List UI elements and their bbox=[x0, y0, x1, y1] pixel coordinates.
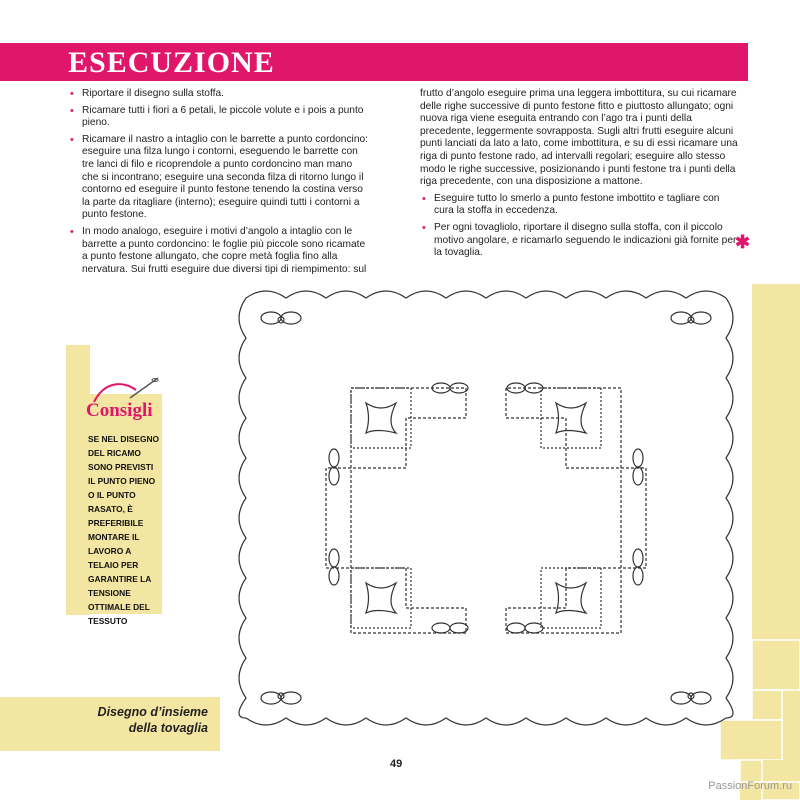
page-title: ESECUZIONE bbox=[68, 46, 275, 79]
list-item: • Per ogni tovagliolo, riportare il disegno sulla stoffa, con il piccolo motivo angolare, e ricamarlo seguendo le indicazioni già fornite per la tovaglia. bbox=[420, 222, 738, 260]
consigli-text: SE NEL DISEGNO DEL RICAMO SONO PREVISTI IL PUNTO PIENO O IL PUNTO RASATO, È PREFERIBILE MONTARE IL LAVORO A TELAIO PER GARANTIRE LA TENSIONE OTTIMALE DEL TESSUTO bbox=[88, 434, 160, 626]
list-item: • Ricamare il nastro a intaglio con le barrette a punto cordoncino: eseguire una filza lungo i contorni, eseguendo le barrette con tre lanci di filo e ricoprendole a punto cordoncino man mano che si incontrano; eseguire una seconda filza di ritorno lungo il contorno ed eseguire il punto festone tenendo la costina verso la parte da ritagliare (interno); eseguire quindi tutti i contorni a punto festone. bbox=[68, 134, 368, 222]
list-item: • Eseguire tutto lo smerlo a punto festone imbottito e tagliare con cura la stoffa in eccedenza. bbox=[420, 193, 738, 218]
figure-caption bbox=[38, 704, 208, 736]
paragraph: frutto d’angolo eseguire prima una leggera imbottitura, su cui ricamare delle righe successive di punto festone fitto e piuttosto allungato; ogni nuova riga viene eseguita entrando con l’ago tra i punti della precedente, leggermente sovrapposta. Sugli altri frutti eseguire alcuni punti lanciati da lato a lato, come imbottitura, e su di essi ricamare una riga di punto festone rado, ad intervalli regolari; eseguire allo stesso modo le righe successive, posizionando i punti festone tra i punti della riga precedente, con una disposizione a mattone. bbox=[420, 88, 738, 188]
list-item: • In modo analogo, eseguire i motivi d’angolo a intaglio con le barrette a punto cordoncino: le foglie più piccole sono ricamate a punto festone allungato, che copre metà foglia fino alla nervatura. Sui frutti eseguire due diversi tipi di riempimento: sul bbox=[68, 226, 368, 276]
consigli-title: Consigli bbox=[86, 400, 153, 421]
caption-line-1: Disegno d’insieme bbox=[97, 705, 208, 719]
asterisk-icon: ✱ bbox=[735, 232, 751, 252]
tablecloth-embroidery-drawing bbox=[226, 268, 752, 744]
list-item: • Ricamare tutti i fiori a 6 petali, le piccole volute e i pois a punto pieno. bbox=[68, 105, 368, 130]
caption-line-2: della tovaglia bbox=[128, 721, 208, 735]
page-number: 49 bbox=[390, 758, 403, 770]
list-item: • Riportare il disegno sulla stoffa. bbox=[68, 88, 368, 101]
watermark: PassionForum.ru bbox=[708, 780, 792, 792]
